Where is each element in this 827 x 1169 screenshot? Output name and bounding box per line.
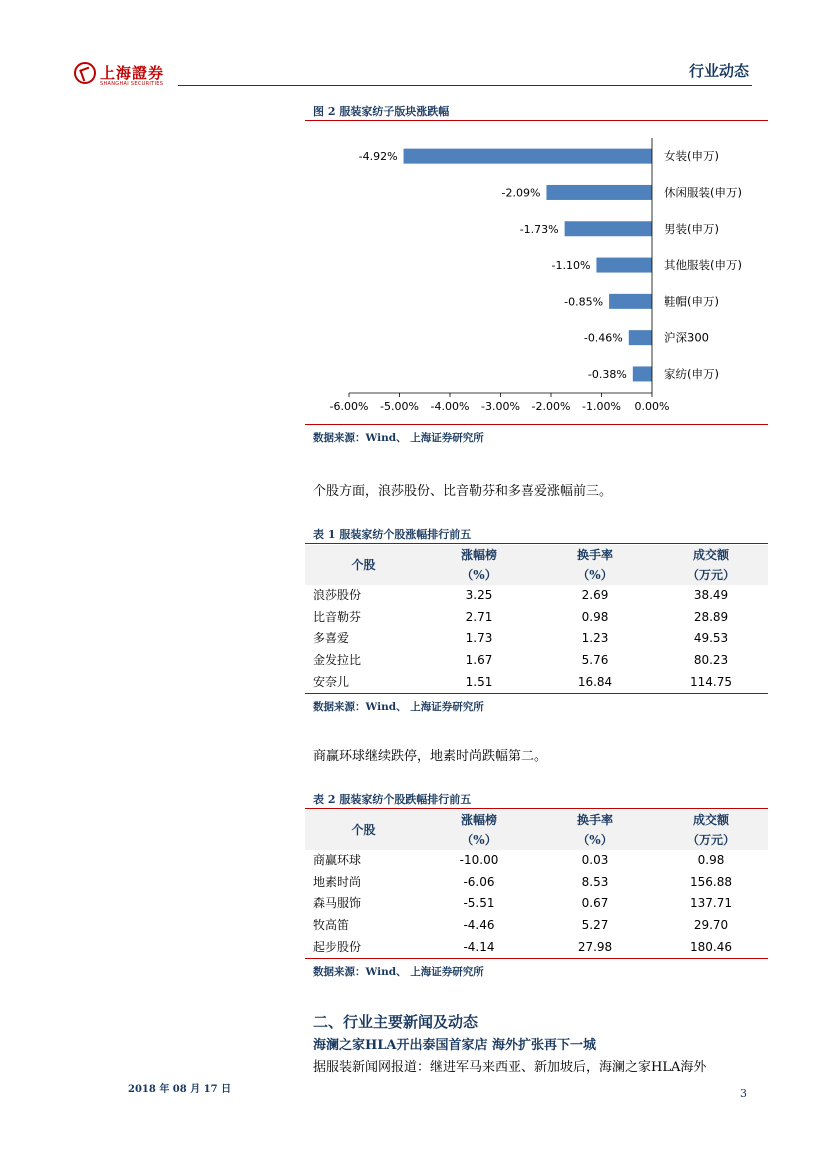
stock-name: 浪莎股份: [313, 588, 362, 603]
logo-emblem-icon: [74, 62, 96, 84]
table2-header-turnover: 换手率: [536, 810, 654, 830]
volume-value: 156.88: [690, 874, 732, 889]
stock-name: 安奈儿: [305, 671, 422, 693]
chart-bar: [596, 258, 652, 273]
paragraph-1: 个股方面，浪莎股份、比音勒芬和多喜爱涨幅前三。: [313, 484, 613, 499]
header-title: 行业动态: [688, 62, 749, 80]
bar-value-label: -1.10%: [551, 259, 591, 273]
table2-header-row: [305, 810, 768, 830]
news-body: 据服装新闻网报道：继进军马来西亚、新加坡后，海澜之家HLA海外: [313, 1060, 707, 1075]
bar-value-label: -2.09%: [501, 186, 541, 200]
table-row: [305, 607, 768, 629]
table1-caption: 表 1 服装家纺个股涨幅排行前五: [313, 528, 472, 541]
turnover-value: 8.53: [581, 874, 609, 889]
table1-header-change-unit: （%）: [422, 565, 536, 585]
x-tick-label: 0.00%: [634, 400, 670, 413]
footer-date: 2018 年 08 月 17 日: [128, 1084, 232, 1095]
x-tick-label: -4.00%: [430, 400, 470, 413]
paragraph-2: 商赢环球继续跌停，地素时尚跌幅第二。: [313, 749, 548, 764]
volume-value: 180.46: [654, 936, 768, 958]
change-value: 1.51: [422, 671, 536, 693]
table-row: [305, 850, 768, 872]
category-label: 家纺(申万): [664, 366, 719, 381]
table1-header-turnover-unit: （%）: [536, 565, 654, 585]
figure2-bar-chart: [305, 128, 765, 423]
table2-header-turnover-unit: （%）: [536, 830, 654, 850]
chart-bar: [565, 221, 652, 236]
table-row: [305, 671, 768, 693]
table1: [305, 545, 768, 694]
change-value: -4.14: [422, 936, 536, 958]
volume-value: 38.49: [693, 588, 729, 603]
x-tick-label: -5.00%: [380, 400, 419, 413]
bar-value-label: -1.73%: [519, 222, 559, 236]
category-label: 沪深300: [664, 330, 709, 345]
figure2-top-rule: [305, 120, 768, 121]
turnover-value: 5.76: [581, 653, 609, 668]
table2-source: 数据来源：Wind、 上海证券研究所: [313, 966, 484, 978]
page-number: 3: [740, 1087, 747, 1100]
turnover-value: 0.98: [581, 609, 609, 624]
change-value: 1.67: [465, 653, 493, 668]
change-value: 3.25: [465, 588, 493, 603]
table2-header-stock: 个股: [305, 810, 422, 850]
header-divider: [178, 85, 752, 86]
logo-english-text: SHANGHAI SECURITIES: [100, 81, 164, 87]
turnover-value: 16.84: [536, 671, 654, 693]
volume-value: 49.53: [693, 631, 729, 646]
bar-value-label: -0.38%: [587, 367, 627, 381]
table1-header-change: 涨幅榜: [422, 545, 536, 565]
turnover-value: 5.27: [581, 918, 609, 933]
table2-caption: 表 2 服装家纺个股跌幅排行前五: [313, 793, 472, 806]
category-label: 女装(申万): [664, 149, 719, 164]
change-value: -4.46: [463, 918, 495, 933]
stock-name: 比音勒芬: [313, 609, 362, 624]
table1-header-stock: 个股: [305, 545, 422, 585]
figure2-bottom-rule: [305, 424, 768, 425]
table-row: [305, 936, 768, 958]
news-title: 海澜之家HLA开出泰国首家店 海外扩张再下一城: [313, 1038, 597, 1053]
change-value: 2.71: [465, 609, 493, 624]
volume-value: 28.89: [693, 609, 729, 624]
change-value: 1.73: [465, 631, 493, 646]
table-row: [305, 628, 768, 650]
chart-bar: [633, 366, 652, 381]
table1-top-rule: [305, 543, 768, 544]
bar-value-label: -0.85%: [564, 295, 604, 309]
stock-name: 金发拉比: [313, 653, 362, 668]
chart-bar: [404, 149, 652, 164]
table-row: [305, 872, 768, 894]
x-tick-label: -1.00%: [582, 400, 621, 413]
table1-header-turnover: 换手率: [536, 545, 654, 565]
table1-source: 数据来源：Wind、 上海证券研究所: [313, 701, 484, 713]
chart-bar: [609, 294, 652, 309]
table2-header-volume-unit: （万元）: [654, 830, 768, 850]
volume-value: 114.75: [654, 671, 768, 693]
bar-value-label: -0.46%: [583, 331, 623, 345]
chart-bar: [629, 330, 652, 345]
stock-name: 商赢环球: [313, 853, 362, 868]
category-label: 其他服装(申万): [664, 258, 742, 273]
section-heading: 二、行业主要新闻及动态: [313, 1013, 479, 1031]
x-tick-label: -3.00%: [481, 400, 520, 413]
stock-name: 牧高笛: [313, 918, 350, 933]
chart-bars: [359, 149, 742, 382]
table2-header-change: 涨幅榜: [422, 810, 536, 830]
change-value: -5.51: [463, 896, 495, 911]
volume-value: 80.23: [693, 653, 729, 668]
turnover-value: 0.67: [581, 896, 609, 911]
turnover-value: 0.03: [581, 853, 609, 868]
table1-header-volume-unit: （万元）: [654, 565, 768, 585]
stock-name: 森马服饰: [313, 896, 362, 911]
table-row: [305, 585, 768, 607]
category-label: 休闲服装(申万): [664, 185, 742, 200]
category-label: 男装(申万): [664, 221, 719, 236]
figure2-source: 数据来源：Wind、 上海证券研究所: [313, 432, 484, 444]
logo-chinese-text: 上海證券: [100, 64, 165, 82]
turnover-value: 1.23: [581, 631, 609, 646]
table1-header-row: [305, 545, 768, 565]
table2-header-change-unit: （%）: [422, 830, 536, 850]
figure2-caption: 图 2 服装家纺子版块涨跌幅: [313, 105, 450, 118]
category-label: 鞋帽(申万): [664, 294, 719, 309]
turnover-value: 2.69: [581, 588, 609, 603]
volume-value: 29.70: [693, 918, 729, 933]
table-row: [305, 915, 768, 937]
stock-name: 地素时尚: [313, 874, 362, 889]
table1-header-volume: 成交额: [654, 545, 768, 565]
x-tick-label: -6.00%: [329, 400, 369, 413]
stock-name: 起步股份: [305, 936, 422, 958]
table2: [305, 810, 768, 959]
table-row: [305, 650, 768, 672]
bar-value-label: -4.92%: [358, 150, 398, 164]
table2-top-rule: [305, 808, 768, 809]
volume-value: 137.71: [690, 896, 732, 911]
change-value: -10.00: [459, 853, 499, 868]
stock-name: 多喜爱: [313, 631, 350, 646]
chart-bar: [546, 185, 652, 200]
change-value: -6.06: [463, 874, 495, 889]
table2-header-volume: 成交额: [654, 810, 768, 830]
volume-value: 0.98: [697, 853, 725, 868]
table-row: [305, 893, 768, 915]
x-tick-label: -2.00%: [531, 400, 571, 413]
turnover-value: 27.98: [536, 936, 654, 958]
logo: [74, 60, 169, 90]
